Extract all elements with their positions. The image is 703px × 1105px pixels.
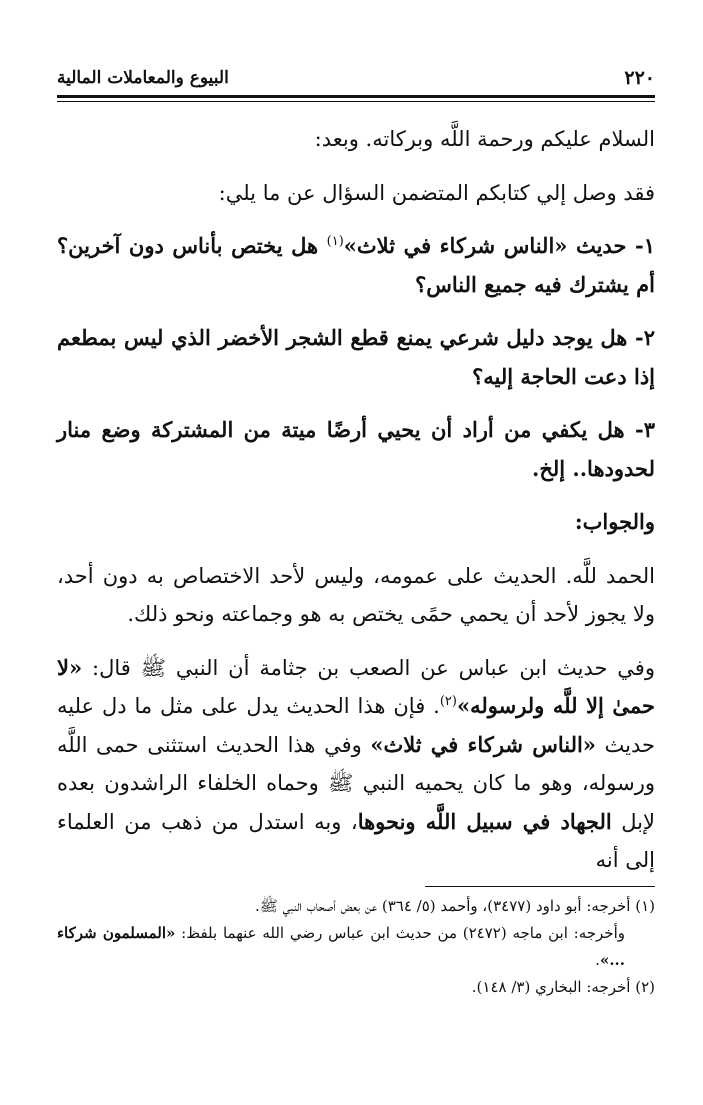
footnotes — [57, 893, 655, 1001]
answer-paragraph-1: الحمد للَّه. الحديث على عمومه، وليس لأحد الاختصاص به دون أحد، ولا يجوز لأحد أن يحمي حمًى يختص به هو وجماعته ونحو ذلك. — [57, 563, 655, 626]
intro: فقد وصل إلي كتابكم المتضمن السؤال عن ما يلي: — [218, 180, 655, 205]
footnote-separator — [425, 886, 655, 887]
page-header — [57, 64, 655, 92]
question-3: ٣- هل يكفي من أراد أن يحيي أرضًا ميتة من المشتركة وضع منار لحدودها.. إلخ. — [57, 417, 655, 481]
para2-text-a: وفي حديث ابن عباس عن الصعب بن جثامة أن النبي ﷺ قال: — [82, 655, 655, 680]
footnote-ref-2: (٢) — [439, 694, 457, 709]
page-number: ٢٢٠ — [624, 67, 655, 89]
para2-text-d: ، وبه استدل من ذهب من العلماء إلى أنه — [57, 809, 655, 872]
hadith-quote: «لا حمىٰ إلا للَّه ولرسوله» — [57, 654, 655, 718]
header-rule-thin — [57, 101, 655, 102]
para2-bold: الجهاد في سبيل اللَّه ونحوها — [357, 808, 612, 834]
footnote-ref-1: (١) — [326, 234, 344, 249]
running-title: البيوع والمعاملات المالية — [57, 68, 229, 88]
footnote-1-line-2 — [57, 920, 655, 974]
footnote-2: (٢) أخرجه: البخاري (٣/ ١٤٨). — [471, 978, 655, 996]
footnote-1-line-1: (١) أخرجه: أبو داود (٣٤٧٧)، وأحمد (٥/ ٣٦٤) عن بعض أصحاب النبي ﷺ. — [255, 897, 655, 915]
footnote-1-quote: «المسلمون شركاء ...» — [57, 924, 625, 969]
footnote-1-text: وأخرجه: ابن ماجه (٢٤٧٢) من حديث ابن عباس رضي الله عنهما بلفظ: — [175, 924, 625, 942]
hadith-quote-2: «الناس شركاء في ثلاث» — [370, 731, 596, 757]
question-1-start: ١- حديث «الناس شركاء في ثلاث» — [343, 233, 655, 258]
para2-text-b: . فإن هذا الحديث يدل على مثل ما دل عليه حديث — [57, 694, 655, 757]
question-2: ٢- هل يوجد دليل شرعي يمنع قطع الشجر الأخضر الذي ليس بمطعم إذا دعت الحاجة إليه؟ — [57, 325, 655, 389]
main-text — [57, 120, 655, 880]
answer-heading: والجواب: — [574, 509, 655, 534]
answer-paragraph-2 — [57, 649, 655, 880]
question-1 — [57, 227, 655, 304]
greeting: السلام عليكم ورحمة اللَّه وبركاته. وبعد: — [314, 127, 655, 151]
question-1-rest: هل يختص بأناس دون آخرين؟ أم يشترك فيه جميع الناس؟ — [57, 233, 655, 297]
footnote-1-end: . — [595, 951, 600, 969]
para2-text-c: وفي هذا الحديث استثنى حمى اللَّه ورسوله، وهو ما كان يحميه النبي ﷺ وحماه الخلفاء الراشدون بعده لإبل — [57, 732, 656, 834]
header-rule-thick — [57, 95, 655, 98]
